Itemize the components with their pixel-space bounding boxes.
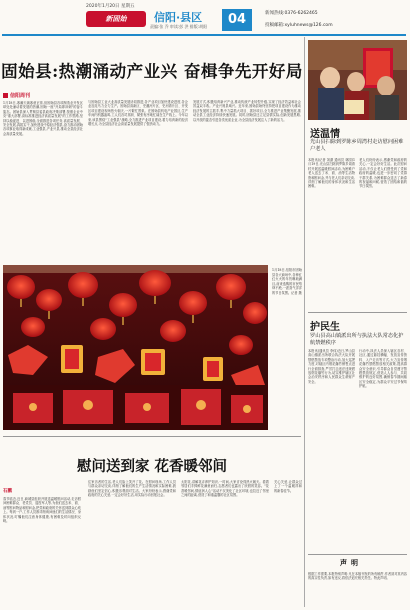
issue-date: 2020年1月20日 星期五 — [86, 4, 135, 9]
byline-marker-icon — [3, 93, 8, 98]
feature-byline: 石鹏 — [3, 489, 12, 494]
page-number: 04 — [222, 9, 252, 31]
market-photo-illustration — [3, 265, 268, 430]
sidebar-story2-subhead: 罗山县高山镇派出所与执法大队常态化护航禁燃秩序 — [310, 333, 404, 346]
sidebar-divider-2 — [308, 554, 407, 555]
masthead-divider — [2, 34, 406, 36]
sidebar-story2-column-1: 本报讯(通讯员 李伟)近日,罗山县高山镇派出所联合执法大队开展禁燃禁放专项整治行动,加大巡逻力度,对辖区内烟花爆竹销售点进行全面排查,严厉打击违法违规燃放烟花爆竹行为,切实维护辖区社会治安秩序和人民群众生命财产安全。 — [308, 349, 355, 384]
submission-email: 投稿邮箱:xyluhnews@126.com — [265, 23, 333, 28]
sidebar-story2-headline: 护民生 — [310, 322, 340, 333]
notice-text: 根据工作需要,本报特别声明:凡在本版刊发的所有稿件,作者须对其内容的真实性负责,如有违反,将依法追究相关责任。特此声明。 — [308, 572, 407, 581]
feature-column-2: 住家访者的生活,老人们脸上笑开了花。在慰问现场,工作人员与群众亲切交谈,详细了解他们的生产生活情况和实际困难,鼓励他们坚定信心,积极乐观面对生活。大家纷纷表示,感谢党和政府的关心关爱,一定会好好生活,用实际行动回报社会。 — [88, 480, 176, 498]
new-year-market-photo — [3, 265, 268, 430]
sidebar-story1-headline: 送温情 — [310, 129, 340, 140]
lead-column-3: 发展方式,积极培育新兴产业,推动传统产业转型升级,实现了经济效益和社会效益双丰收。产业兴则县域兴。近年来,固始县始终坚持把项目建设作为推动经济发展的主抓手,集中力量抓大项目、抓好项目,全力推进产业集聚发展,推动全县工业经济持续快速发展。同时,固始县还立足县情实际,创新发展思路,以开放的姿态引进各类优质企业,为全县经济发展注入了新的活力。 — [193, 100, 301, 122]
section-divider — [3, 436, 301, 437]
sidebar-story1-subhead: 光山县扫除到罗陈乡周湾村走访慰问困难户老人 — [310, 139, 404, 152]
sidebar-divider-1 — [308, 312, 407, 313]
editor-credits: 责编:张 乔 审读:彭 洪 排版:胡阳 — [150, 24, 208, 29]
feature-column-3: 太阳花,讲解花卉养护知识,一时间,大家讨论得热火朝天。看着邻居们手捧鲜花满意而归,志愿者们也露出了欣慰的笑容。"花香暖邻间,情谊润人心"活动不仅美化了社区环境,也拉近了邻里之间的距离,营造了和谐温馨的社区氛围。 — [181, 480, 269, 498]
lead-column-1: 1月18日,寒潮天减寒意正浓,但固始县各项制造业开发区却处处涌动着发展的热潮,固始一座"开局即冲刺"的奋斗姿态。固始县深入贯彻县委县政府决策部署,按照企业中央"重大部署,高标准推进经济高质量发展"的工作思路,坚持以稳促进、以进固稳,全面推进各项任务,高质量发展、安全发展,真抓实干,加快建设中原经济强县,奋力推动固始各项事业取得新成就,工业强县,产业兴县,推动全县经济社会高质量发展。 — [3, 101, 83, 136]
newspaper-logo: 新固始 — [86, 11, 146, 27]
lead-author: 信阳周刊 — [10, 93, 31, 99]
section-title: 信阳·县区 — [154, 11, 203, 24]
lead-column-2: 与固始县工业大业高质量发展协同推进,各产业项目加快建设进度,各企业加足马力全力生产。固始县高新区、史灌河片区、史河湾片区、开发区项目建设现场热火朝天,一片繁忙景象。在固始县机电产业园区,生产车间内机器轰鸣,工人们各司其职、紧张有序地忙碌在生产线上。今年以来,该县围绕"工业强县"战略,全力推进产业项目建设,着力培育新的经济增长点,为全县经济社会高质量发展提供了强劲动力。 — [88, 100, 188, 127]
sidebar-story2-column-2: 行动中,执法人员深入辖区各村、社区,通过悬挂横幅、发放宣传资料、入户走访等方式,大力宣传烟花爆竹禁燃禁放相关政策,提高群众安全意识,引导群众自觉遵守禁燃禁放规定,营造人人参与、共同维护的良好氛围,确保春节期间辖区安全稳定,为群众平安过节保驾护航。 — [359, 349, 407, 389]
news-hotline: 新闻热线:0376-6262465 — [265, 11, 318, 16]
sidebar-story1-column-1: 本报讯(记者 刘潇 通讯员 林园)1月19日,光山县扫除到罗陈乡周湾村开展送温暖慰问活动,为困难户老人送去了米、面、油等生活物资和慰问金,并与老人们亲切交谈,详细了解他们的身体状况和生活困难。 — [308, 158, 355, 189]
photo-caption: 1月18日,信阳市固始县各大商场中,各种红红火火的年货琳琅满目,前来选购的市民络绎不绝,一派喜气洋洋的节日氛围。记者 摄 — [272, 268, 302, 295]
sidebar-divider — [304, 37, 305, 607]
feature-column-1: 春节临近,近日,商城县组织开展送温暖慰问活动,走访慰问困难群众、老党员、退役军人等,为他们送去米、面、油等慰问物品和慰问金,把党和政府的关怀送到群众心坎上。每到一户,工作人员都详细询问他们的生活情况、身体状况,叮嘱他们注意身体健康,有困难及时向组织反映。 — [3, 497, 81, 524]
notice-headline: 声明 — [340, 558, 362, 567]
feature-headline: 慰问送到家 花香暖邻间 — [76, 458, 228, 475]
feature-column-4: 关心关爱,让群众过上了一个温暖祥和的新春佳节。 — [274, 480, 302, 493]
lead-headline: 固始县:热潮涌动产业兴 奋楫争先开好局 — [1, 62, 303, 81]
lead-byline — [3, 92, 30, 99]
sidebar-photo — [308, 40, 407, 120]
visit-photo-illustration — [308, 40, 407, 120]
sidebar-story1-column-2: 老人们纷纷表示,感谢党和政府的关心,一定会好好生活。此次慰问活动,不仅让老人们感受到了党和政府的温暖,也进一步密切了党群干群关系,为困难群众送去了新春的祝福和问候,营造了团结和谐的节日氛围。 — [359, 158, 407, 189]
